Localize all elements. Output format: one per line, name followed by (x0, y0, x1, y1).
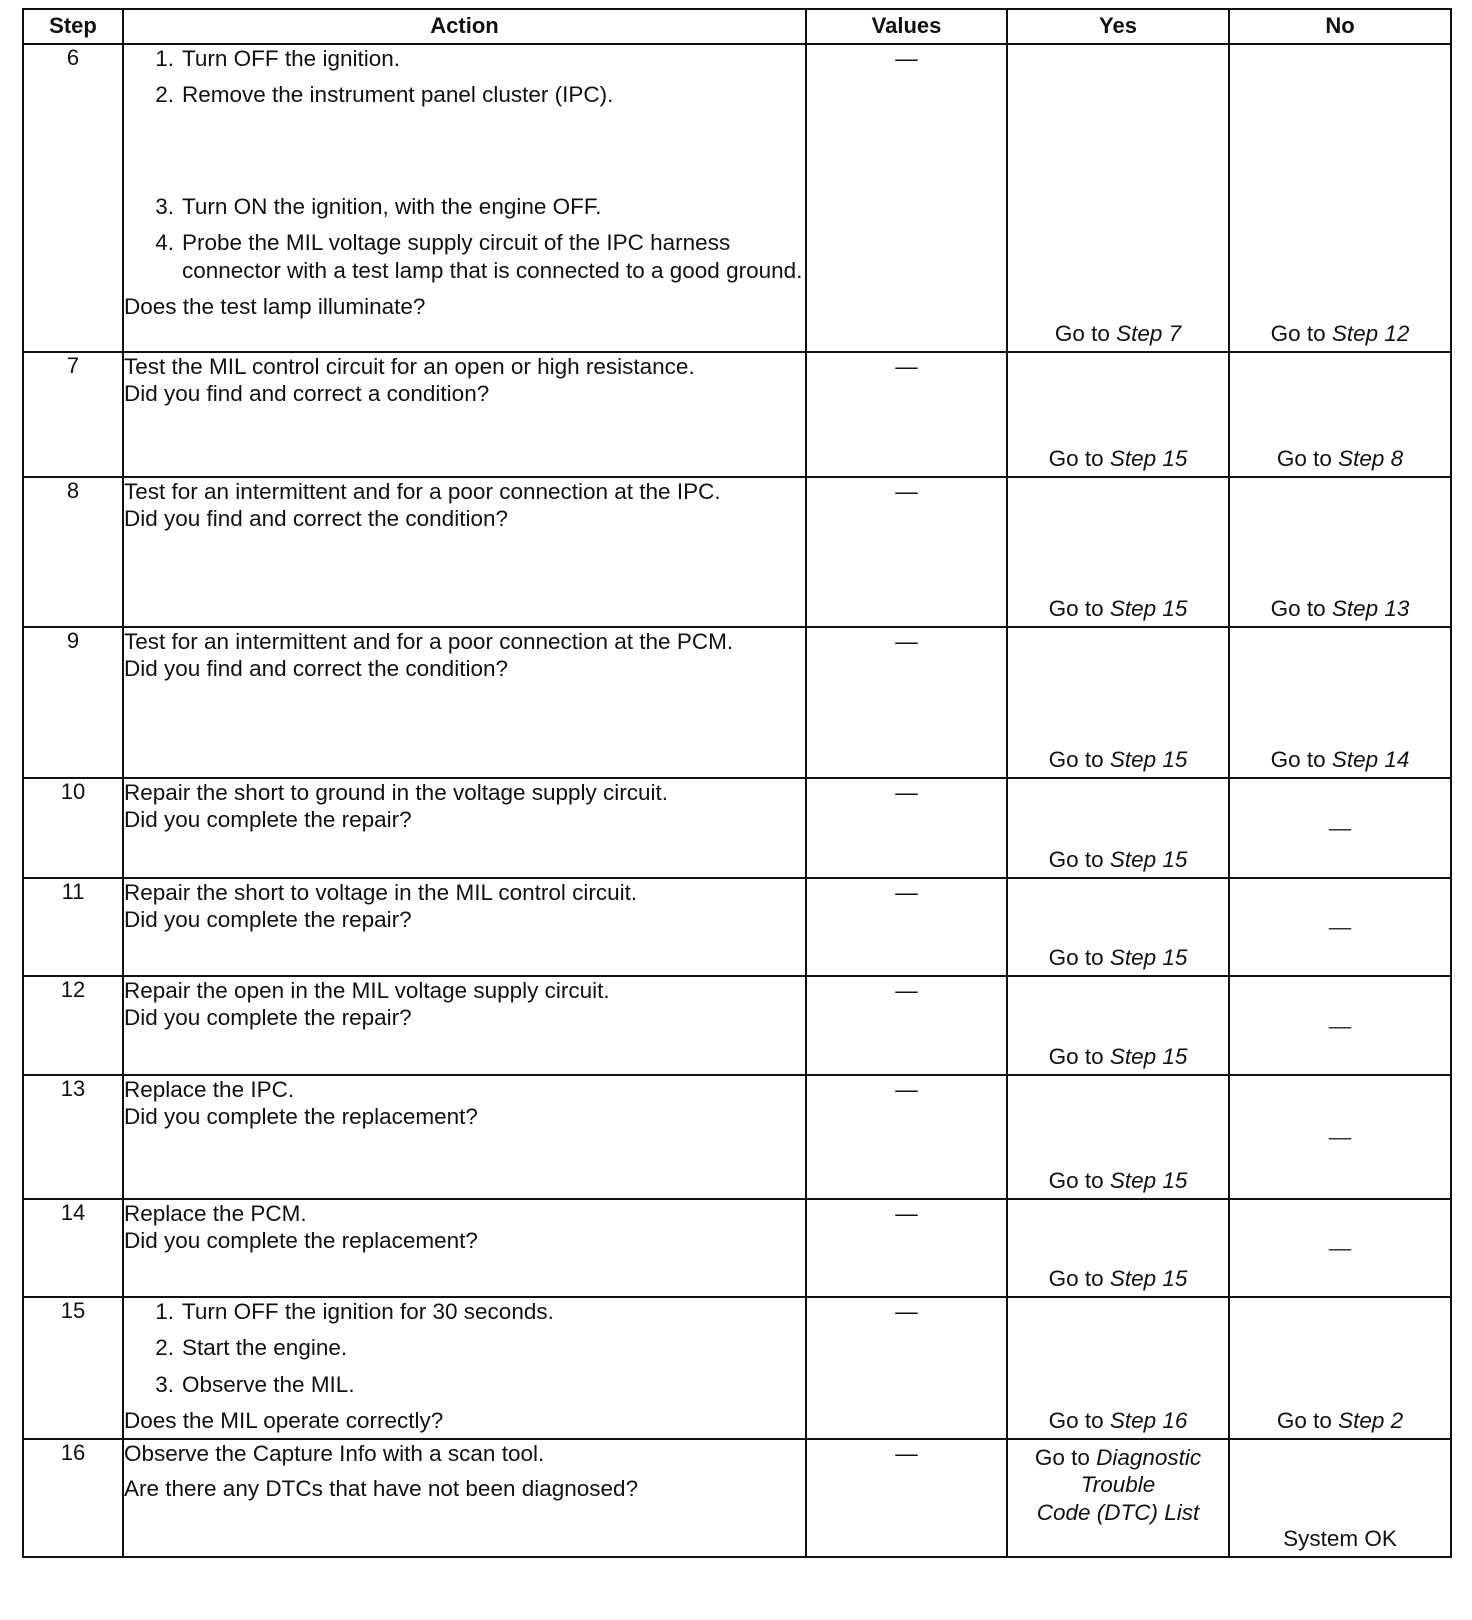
table-row (23, 44, 1451, 352)
action-cell (123, 1297, 806, 1439)
step-number: 14 (23, 1199, 123, 1297)
values-cell: — (806, 1297, 1007, 1439)
action-text: Replace the IPC. (124, 1077, 295, 1102)
no-cell (1229, 1075, 1451, 1199)
yes-cell (1007, 352, 1229, 477)
action-cell (123, 976, 806, 1075)
question-text: Are there any DTCs that have not been diagnosed? (124, 1476, 639, 1502)
action-text: Repair the short to ground in the voltage supply circuit. (124, 780, 669, 805)
yes-cell (1007, 1297, 1229, 1439)
action-cell (123, 1075, 806, 1199)
yes-goto: Go to Step 16 (1048, 1407, 1188, 1433)
values-cell: — (806, 1075, 1007, 1199)
values-cell: — (806, 976, 1007, 1075)
table-row (23, 878, 1451, 976)
question-text: Did you complete the replacement? (124, 1228, 478, 1254)
yes-goto: Go to Step 15 (1048, 595, 1188, 621)
no-goto: Go to Step 8 (1276, 445, 1404, 471)
no-cell (1229, 477, 1451, 627)
action-text: Test the MIL control circuit for an open or high resistance. (124, 354, 695, 379)
table-row (23, 976, 1451, 1075)
header-row (23, 9, 1451, 44)
yes-goto: Go to Step 15 (1048, 1043, 1188, 1069)
header-yes: Yes (1007, 9, 1229, 44)
no-cell (1229, 352, 1451, 477)
list-item: 4. Probe the MIL voltage supply circuit of the IPC harness connector with a test lamp that is connected to a good ground. (155, 230, 803, 283)
diagnostic-table (22, 8, 1452, 1558)
yes-cell (1007, 1075, 1229, 1199)
step-number: 10 (23, 778, 123, 878)
question-text: Did you find and correct the condition? (124, 656, 508, 682)
question-text: Did you complete the repair? (124, 1005, 412, 1031)
yes-cell (1007, 778, 1229, 878)
table-row (23, 778, 1451, 878)
no-cell (1229, 1297, 1451, 1439)
system-ok-text: System OK (1283, 1525, 1397, 1551)
no-cell (1229, 44, 1451, 352)
list-item: 3. Turn ON the ignition, with the engine OFF. (155, 193, 602, 219)
action-list (124, 1298, 805, 1407)
no-goto: Go to Step 14 (1270, 746, 1410, 772)
action-cell (123, 352, 806, 477)
step-number: 11 (23, 878, 123, 976)
values-cell: — (806, 44, 1007, 352)
no-goto: Go to Step 13 (1270, 595, 1410, 621)
action-list (124, 45, 805, 293)
header-step: Step (23, 9, 123, 44)
question-text: Did you complete the repair? (124, 907, 412, 933)
table-row (23, 352, 1451, 477)
action-text: Replace the PCM. (124, 1201, 307, 1226)
yes-goto: Go to Step 15 (1048, 944, 1188, 970)
yes-goto: Go to Step 15 (1048, 746, 1188, 772)
yes-cell (1007, 878, 1229, 976)
header-action: Action (123, 9, 806, 44)
step-number: 16 (23, 1439, 123, 1557)
list-item: 1. Turn OFF the ignition. (155, 46, 401, 71)
header-values: Values (806, 9, 1007, 44)
list-item: 3. Observe the MIL. (155, 1371, 355, 1397)
list-item: 2. Remove the instrument panel cluster (IPC). (155, 82, 614, 108)
no-dash: — (1328, 1124, 1352, 1150)
step-number: 6 (23, 44, 123, 352)
yes-goto: Go to Step 7 (1054, 320, 1182, 346)
yes-goto: Go to Step 15 (1048, 445, 1188, 471)
step-number: 13 (23, 1075, 123, 1199)
no-dash: — (1328, 815, 1352, 841)
yes-cell (1007, 627, 1229, 778)
no-dash: — (1328, 914, 1352, 940)
values-cell: — (806, 878, 1007, 976)
question-text: Did you find and correct the condition? (124, 506, 508, 532)
no-goto: Go to Step 2 (1276, 1407, 1404, 1433)
action-cell (123, 878, 806, 976)
action-cell (123, 627, 806, 778)
action-text: Repair the open in the MIL voltage supply circuit. (124, 978, 610, 1003)
values-cell: — (806, 1199, 1007, 1297)
action-text: Repair the short to voltage in the MIL control circuit. (124, 880, 638, 905)
action-cell (123, 44, 806, 352)
table-row (23, 1439, 1451, 1557)
yes-cell (1007, 976, 1229, 1075)
question-text: Did you complete the replacement? (124, 1104, 478, 1130)
values-cell: — (806, 627, 1007, 778)
question-text: Does the MIL operate correctly? (124, 1408, 444, 1434)
list-item: 2. Start the engine. (155, 1335, 348, 1361)
no-cell (1229, 878, 1451, 976)
action-cell (123, 477, 806, 627)
table-row (23, 1199, 1451, 1297)
no-goto: Go to Step 12 (1270, 320, 1410, 346)
no-dash: — (1328, 1235, 1352, 1261)
step-number: 9 (23, 627, 123, 778)
question-text: Did you find and correct a condition? (124, 381, 490, 407)
no-cell (1229, 1439, 1451, 1557)
action-cell (123, 1439, 806, 1557)
no-cell (1229, 1199, 1451, 1297)
no-cell (1229, 976, 1451, 1075)
action-cell (123, 1199, 806, 1297)
list-item: 1. Turn OFF the ignition for 30 seconds. (155, 1299, 554, 1324)
action-text: Observe the Capture Info with a scan tool. (124, 1441, 545, 1466)
yes-goto: Go to Step 15 (1048, 1167, 1188, 1193)
yes-cell (1007, 44, 1229, 352)
yes-goto: Go to Step 15 (1048, 846, 1188, 872)
question-text: Does the test lamp illuminate? (124, 294, 426, 320)
values-cell: — (806, 352, 1007, 477)
yes-cell (1007, 1199, 1229, 1297)
yes-cell (1007, 1439, 1229, 1557)
no-cell (1229, 627, 1451, 778)
yes-goto: Go to Step 15 (1048, 1265, 1188, 1291)
step-number: 15 (23, 1297, 123, 1439)
yes-cell (1007, 477, 1229, 627)
header-no: No (1229, 9, 1451, 44)
action-text: Test for an intermittent and for a poor connection at the PCM. (124, 629, 734, 654)
values-cell: — (806, 778, 1007, 878)
table-row (23, 1075, 1451, 1199)
table-row (23, 1297, 1451, 1439)
table-row (23, 627, 1451, 778)
step-number: 8 (23, 477, 123, 627)
action-text: Test for an intermittent and for a poor connection at the IPC. (124, 479, 721, 504)
question-text: Did you complete the repair? (124, 807, 412, 833)
no-cell (1229, 778, 1451, 878)
step-number: 7 (23, 352, 123, 477)
action-cell (123, 778, 806, 878)
no-dash: — (1328, 1012, 1352, 1038)
yes-goto: Go to Diagnostic Trouble Code (DTC) List (1034, 1445, 1202, 1525)
values-cell: — (806, 477, 1007, 627)
table-row (23, 477, 1451, 627)
step-number: 12 (23, 976, 123, 1075)
values-cell: — (806, 1439, 1007, 1557)
